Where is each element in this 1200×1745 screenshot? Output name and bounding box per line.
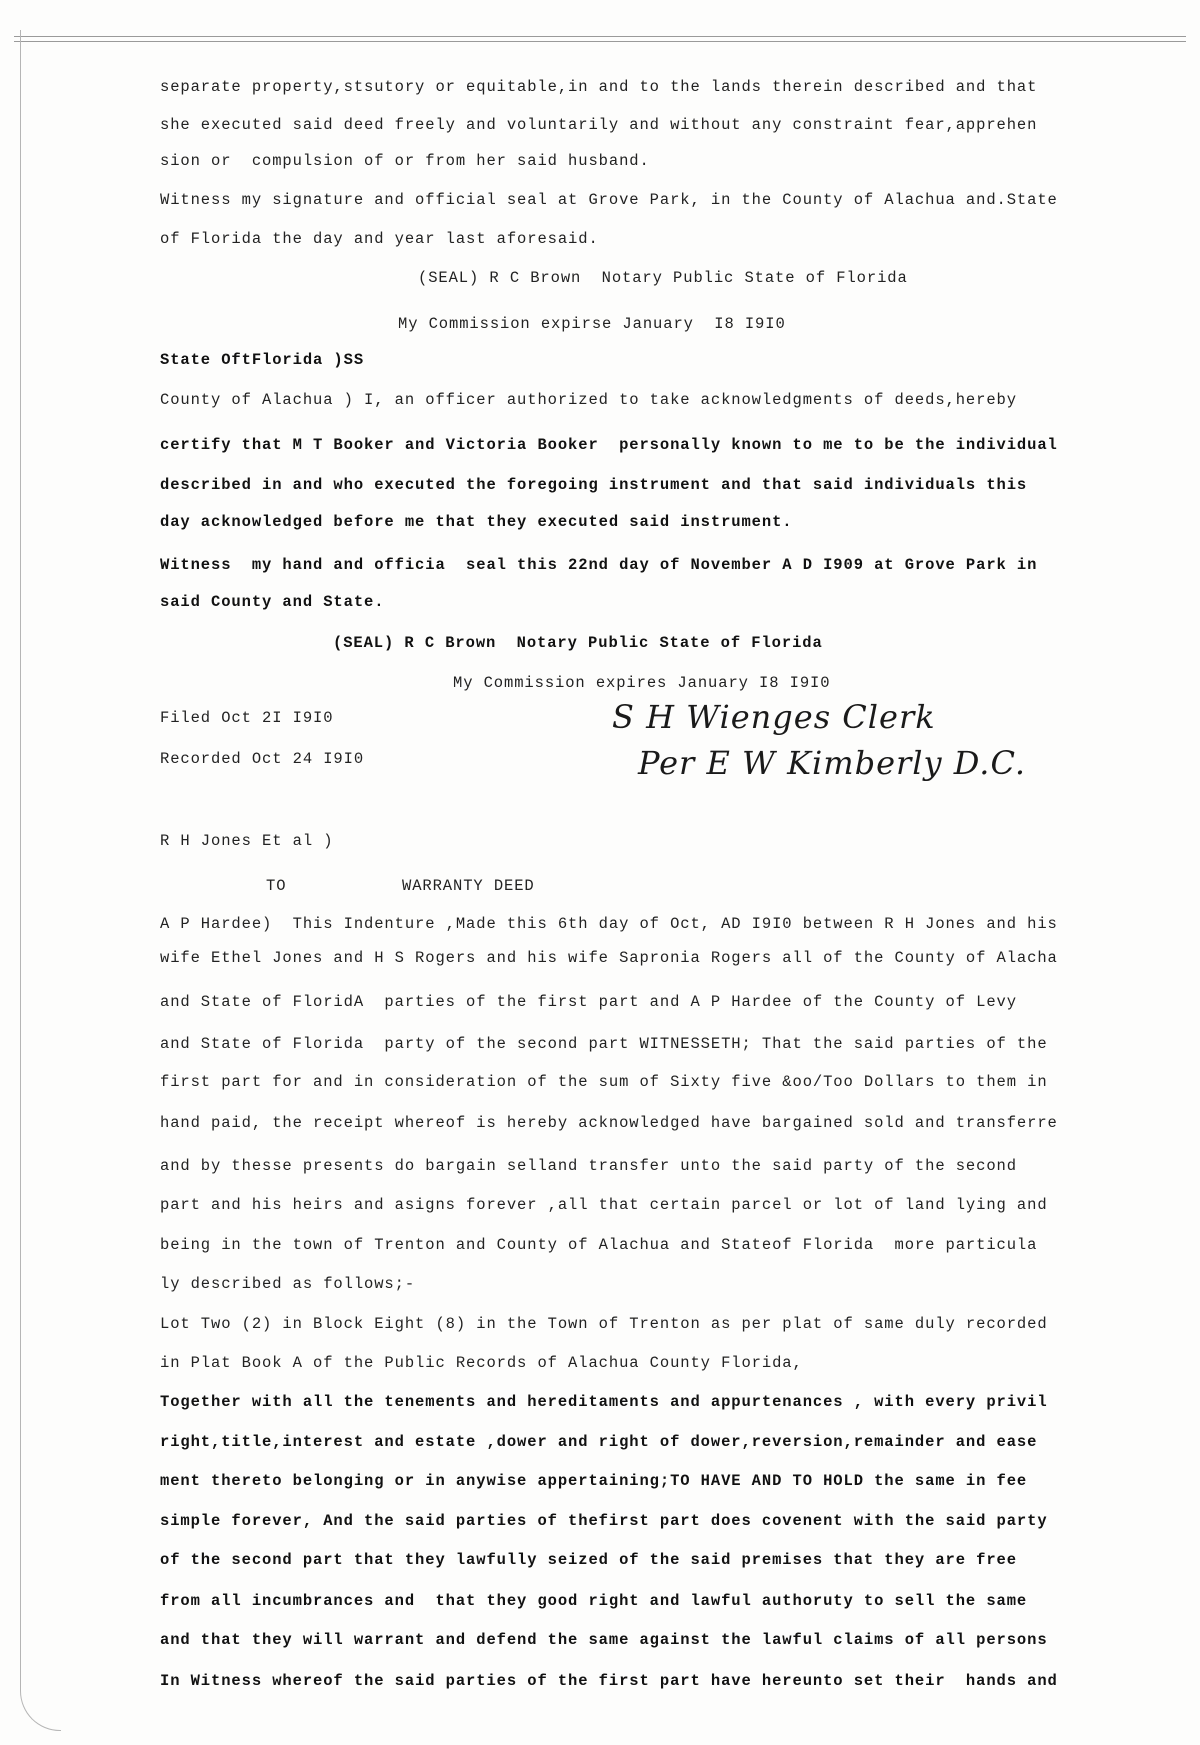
recorded-date: Recorded Oct 24 I9I0	[160, 750, 365, 768]
filed-date: Filed Oct 2I I9I0	[160, 709, 334, 727]
commission-line: My Commission expires January I8 I9I0	[453, 674, 831, 692]
text-line: sion or compulsion of or from her said husband.	[160, 152, 650, 170]
deed-line: wife Ethel Jones and H S Rogers and his wife Sapronia Rogers all of the County of Alacha	[160, 949, 1058, 967]
notary-seal-line: (SEAL) R C Brown Notary Public State of Florida	[418, 269, 908, 287]
deed-line: hand paid, the receipt whereof is hereby acknowledged have bargained sold and transferre	[160, 1114, 1058, 1132]
deed-line: ly described as follows;-	[160, 1275, 416, 1293]
deed-line: and State of Florida party of the second part WITNESSETH; That the said parties of the	[160, 1035, 1048, 1053]
deed-line: In Witness whereof the said parties of the first part have hereunto set their hands and	[160, 1672, 1058, 1690]
text-line: Witness my signature and official seal at Grove Park, in the County of Alachua and.State	[160, 191, 1058, 209]
deed-line: being in the town of Trenton and County of Alachua and Stateof Florida more particula	[160, 1236, 1038, 1254]
to-label: TO	[266, 877, 287, 895]
clerk-signature: S H Wienges Clerk	[612, 698, 936, 736]
state-line: State OftFlorida )SS	[160, 351, 365, 369]
text-line: said County and State.	[160, 593, 385, 611]
text-line: County of Alachua ) I, an officer authorized to take acknowledgments of deeds,hereby	[160, 391, 1017, 409]
deed-line: A P Hardee) This Indenture ,Made this 6th day of Oct, AD I9I0 between R H Jones and his	[160, 915, 1058, 933]
deed-line: and State of FloridA parties of the first part and A P Hardee of the County of Levy	[160, 993, 1017, 1011]
deed-line: Together with all the tenements and hereditaments and appurtenances , with every privil	[160, 1393, 1048, 1411]
deed-line: Lot Two (2) in Block Eight (8) in the Town of Trenton as per plat of same duly recorded	[160, 1315, 1048, 1333]
commission-line: My Commission expirse January I8 I9I0	[398, 315, 786, 333]
text-line: day acknowledged before me that they executed said instrument.	[160, 513, 793, 531]
deed-line: part and his heirs and asigns forever ,all that certain parcel or lot of land lying and	[160, 1196, 1048, 1214]
text-line: separate property,stsutory or equitable,in and to the lands therein described and that	[160, 78, 1038, 96]
text-line: certify that M T Booker and Victoria Booker personally known to me to be the individual	[160, 436, 1058, 454]
deed-type: WARRANTY DEED	[402, 877, 535, 895]
deed-line: right,title,interest and estate ,dower and right of dower,reversion,remainder and ease	[160, 1433, 1038, 1451]
deed-line: simple forever, And the said parties of thefirst part does covenent with the said party	[160, 1512, 1048, 1530]
top-rule	[14, 36, 1186, 37]
text-line: Witness my hand and officia seal this 22nd day of November A D I909 at Grove Park in	[160, 556, 1038, 574]
top-rule	[14, 41, 1186, 42]
text-line: she executed said deed freely and voluntarily and without any constraint fear,apprehen	[160, 116, 1038, 134]
text-line: described in and who executed the foregoing instrument and that said individuals this	[160, 476, 1028, 494]
deed-line: and by thesse presents do bargain selland transfer unto the said party of the second	[160, 1157, 1017, 1175]
deed-line: ment thereto belonging or in anywise appertaining;TO HAVE AND TO HOLD the same in fee	[160, 1472, 1028, 1490]
deed-line: first part for and in consideration of the sum of Sixty five &oo/Too Dollars to them in	[160, 1073, 1048, 1091]
deed-line: and that they will warrant and defend the same against the lawful claims of all persons	[160, 1631, 1048, 1649]
page-edge	[20, 30, 61, 1731]
grantor-heading: R H Jones Et al )	[160, 832, 334, 850]
deed-line: in Plat Book A of the Public Records of Alachua County Florida,	[160, 1354, 803, 1372]
text-line: of Florida the day and year last aforesaid.	[160, 230, 599, 248]
deed-line: of the second part that they lawfully seized of the said premises that they are free	[160, 1551, 1017, 1569]
deputy-clerk-signature: Per E W Kimberly D.C.	[638, 744, 1026, 782]
notary-seal-line: (SEAL) R C Brown Notary Public State of Florida	[333, 634, 823, 652]
deed-line: from all incumbrances and that they good right and lawful authoruty to sell the same	[160, 1592, 1028, 1610]
